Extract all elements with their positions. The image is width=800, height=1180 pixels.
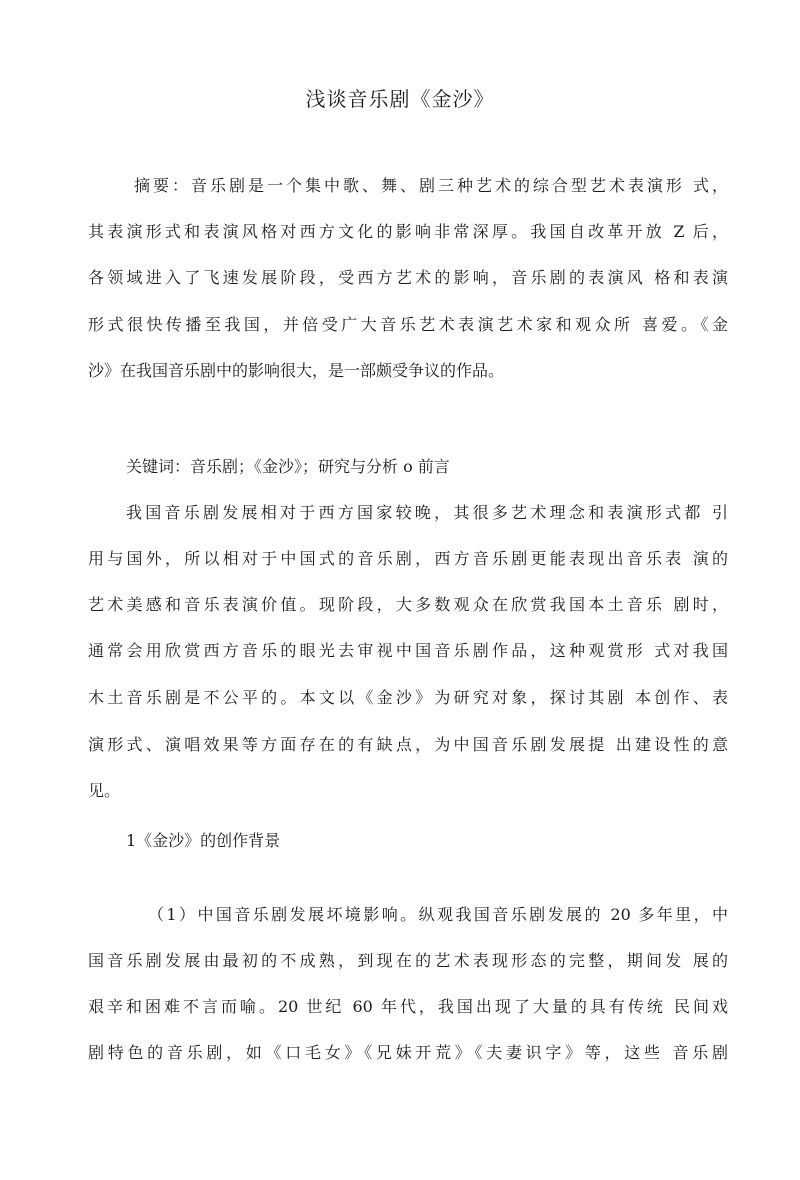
section-line: 国音乐剧发展由最初的不成熟，到现在的艺术表现形态的完整，期间发 展的 <box>88 951 728 970</box>
section-line: 艰辛和困难不言而喻。20 世纪 60 年代，我国出现了大量的具有传统 民间戏 <box>88 997 728 1016</box>
section-heading: 1《金沙》的创作背景 <box>126 831 281 850</box>
intro-line: 演形式、演唱效果等方面存在的有缺点，为中国音乐剧发展提 出建设性的意 <box>88 735 728 754</box>
intro-line: 艺术美感和音乐表演价值。现阶段，大多数观众在欣赏我国本土音乐 剧时， <box>88 595 728 614</box>
abstract-line: 摘要：音乐剧是一个集中歌、舞、剧三种艺术的综合型艺术表演形 式， <box>134 176 728 195</box>
abstract-line: 形式很快传播至我国，并倍受广大音乐艺术表演艺术家和观众所 喜爱。《金 <box>88 315 728 334</box>
intro-line: 用与国外，所以相对于中国式的音乐剧，西方音乐剧更能表现出音乐表 演的 <box>88 549 728 568</box>
document-title: 浅谈音乐剧《金沙》 <box>305 87 495 111</box>
intro-line: 木土音乐剧是不公平的。本文以《金沙》为研究对象，探讨其剧 本创作、表 <box>88 688 728 707</box>
section-line: 剧特色的音乐剧，如《口毛女》《兄妹开荒》《夫妻识字》等，这些 音乐剧 <box>88 1043 728 1062</box>
abstract-line: 沙》在我国音乐剧中的影响很大，是一部颇受争议的作品。 <box>88 361 505 380</box>
abstract-line: 其表演形式和表演风格对西方文化的影响非常深厚。我国自改革开放 Z 后， <box>88 222 728 241</box>
section-line: （1）中国音乐剧发展坏境影响。纵观我国音乐剧发展的 20 多年里，中 <box>148 905 728 924</box>
intro-line: 我国音乐剧发展相对于西方国家较晚，其很多艺术理念和表演形式都 引 <box>126 503 728 522</box>
keywords-line: 关键词：音乐剧；《金沙》；研究与分析 o 前言 <box>126 457 450 476</box>
intro-line: 通常会用欣赏西方音乐的眼光去审视中国音乐剧作品，这种观赏形 式对我国 <box>88 641 728 660</box>
intro-line: 见。 <box>88 781 121 800</box>
abstract-line: 各领域进入了飞速发展阶段，受西方艺术的影响，音乐剧的表演风 格和表演 <box>88 268 728 287</box>
